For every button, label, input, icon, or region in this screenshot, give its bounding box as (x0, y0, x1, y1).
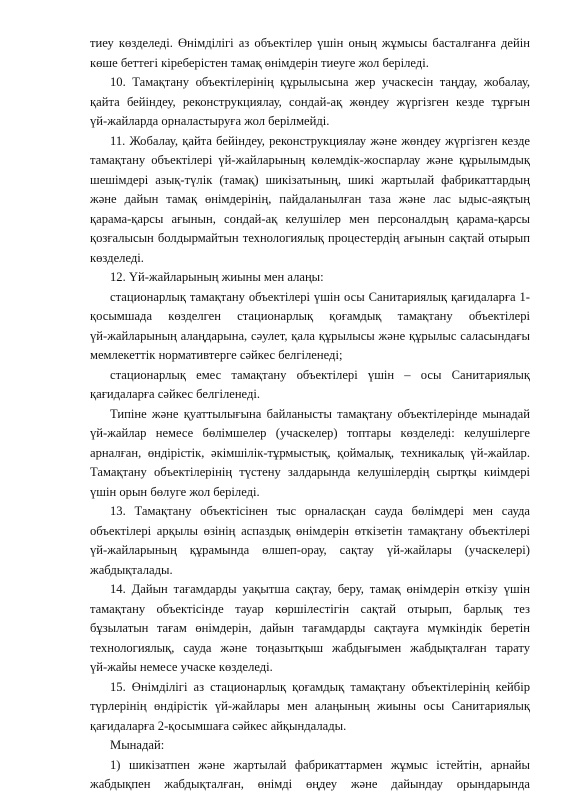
text-line: қарама-қарсы ағынын, сондай-ақ келушілер мен персоналдың қарама-қарсы (90, 211, 530, 226)
text-line: және дайын тамақ өнімдерінің, пайдаланылған таза және лас ыдыс-аяқтың (90, 192, 530, 206)
text-line: үй-жайларының алаңдарына, сәулет, қала құрылысы және құрылыс саласындағы (90, 328, 530, 343)
text-line: тиеу көзделеді. Өнімділігі аз объектілер үшін оның жұмысы басталғанға дейін (90, 36, 530, 50)
paragraph-12 (90, 268, 530, 288)
text-line: шешімдері азық-түлік (тамақ) шикізатының, шикі жартылай фабрикаттардың (90, 172, 530, 187)
paragraph-item-1 (90, 756, 530, 795)
text-line: жабдықталады. (90, 562, 173, 577)
text-line: жабдықпен жабдықталған, өнімді өңдеу және дайындау орындарында (90, 777, 530, 791)
text-line: қосымшада көзделген стационарлық қоғамдық тамақтану объектілері (90, 309, 530, 323)
text-line: қағидаларға 2-қосымшаға сәйкес айқындалады. (90, 718, 347, 733)
text-line: көше беттегі кіреберістен тамақ өнімдерін тиеуге жол беріледі. (90, 55, 429, 70)
text-line: үй-жайларда орналастыруға жол берілмейді. (90, 114, 330, 128)
text-line: үй-жайлар немесе бөлімшелер (учаскелер) топтары көзделеді: келушілерге (90, 426, 530, 440)
text-line: стационарлық емес тамақтану объектілері үшін – осы Санитариялық (110, 367, 530, 382)
paragraph-12-stationary (90, 288, 530, 366)
text-line: түрлерінің өндірістік үй-жайлары мен алаңының жиыны осы Санитариялық (90, 699, 530, 713)
text-line: тамақтану объектісінде тауар көршілестігін сақтай отырып, барлық тез (90, 601, 530, 616)
text-line: көзделеді. (90, 250, 144, 265)
paragraph-15 (90, 678, 530, 737)
text-line: Тамақтану объектілерінің түстену залдарында келушілердің сыртқы киімдері (90, 465, 530, 479)
paragraph-13 (90, 502, 530, 580)
text-line: үй-жайы немесе учаске көзделеді. (90, 660, 273, 674)
text-line: қайта бейіндеу, реконструкциялау, сондай-ақ жөндеу жүргізген кезде тұрғын (90, 94, 530, 109)
text-line: тамақтану объектілері үй-жайларының көлемдік-жоспарлау және құрылымдық (90, 153, 530, 167)
paragraph-11 (90, 132, 530, 269)
text-line: бұзылатын тағам өнімдерін, дайын тағамдарды сақтауға мүмкіндік беретін (90, 621, 530, 635)
text-line: Мынадай: (110, 738, 165, 752)
text-line: Типіне және қуаттылығына байланысты тамақтану объектілерінде мынадай (110, 406, 530, 421)
text-line: 12. Үй-жайларының жиыны мен алаңы: (110, 270, 324, 284)
text-line: стационарлық тамақтану объектілері үшін осы Санитариялық қағидаларға 1- (110, 289, 530, 304)
text-line: үй-жайларының құрамында өлшеп-орау, сақтау үй-жайлары (учаскелері) (90, 543, 530, 557)
paragraph-continuation (90, 34, 530, 73)
text-line: технологиялық, сауда және тоңазытқыш жабдығымен жабдықталған тарату (90, 640, 530, 655)
text-line: қағидаларға сәйкес белгіленеді. (90, 387, 261, 401)
text-line: 13. Тамақтану объектісінен тыс орналасқан сауда бөлімдері мен сауда (110, 504, 530, 518)
paragraph-12-nonstationary (90, 366, 530, 405)
paragraph-12-types (90, 405, 530, 503)
text-line: қозғалысын болдырмайтын технологиялық процестердің ағынын сақтай отырып (90, 231, 530, 245)
text-line: 10. Тамақтану объектілерінің құрылысына жер учаскесін таңдау, жобалау, (110, 75, 530, 89)
text-line: 15. Өнімділігі аз стационарлық қоғамдық тамақтану объектілерінің кейбір (110, 679, 530, 694)
text-line: үшін орын бөлуге жол беріледі. (90, 484, 260, 499)
text-line: 14. Дайын тағамдарды уақытша сақтау, беру, тамақ өнімдерін өткізу үшін (110, 582, 530, 596)
paragraph-14 (90, 580, 530, 678)
text-line: арналған, өндірістік, әкімшілік-тұрмыстық, қоймалық, техникалық үй-жайлар. (90, 445, 530, 460)
text-line: объектілері арқылы өзінің аспаздық өнімдерін өткізетін тамақтану объектілері (90, 523, 530, 538)
text-line: 11. Жобалау, қайта бейіндеу, реконструкциялау және жөндеу жүргізген кезде (110, 133, 530, 148)
paragraph-such-as (90, 736, 530, 756)
document-body (90, 34, 530, 795)
paragraph-10 (90, 73, 530, 132)
text-line: 1) шикізатпен және жартылай фабрикаттармен жұмыс істейтін, арнайы (110, 757, 530, 772)
text-line: мемлекеттік нормативтерге сәйкес белгіленеді; (90, 348, 343, 362)
